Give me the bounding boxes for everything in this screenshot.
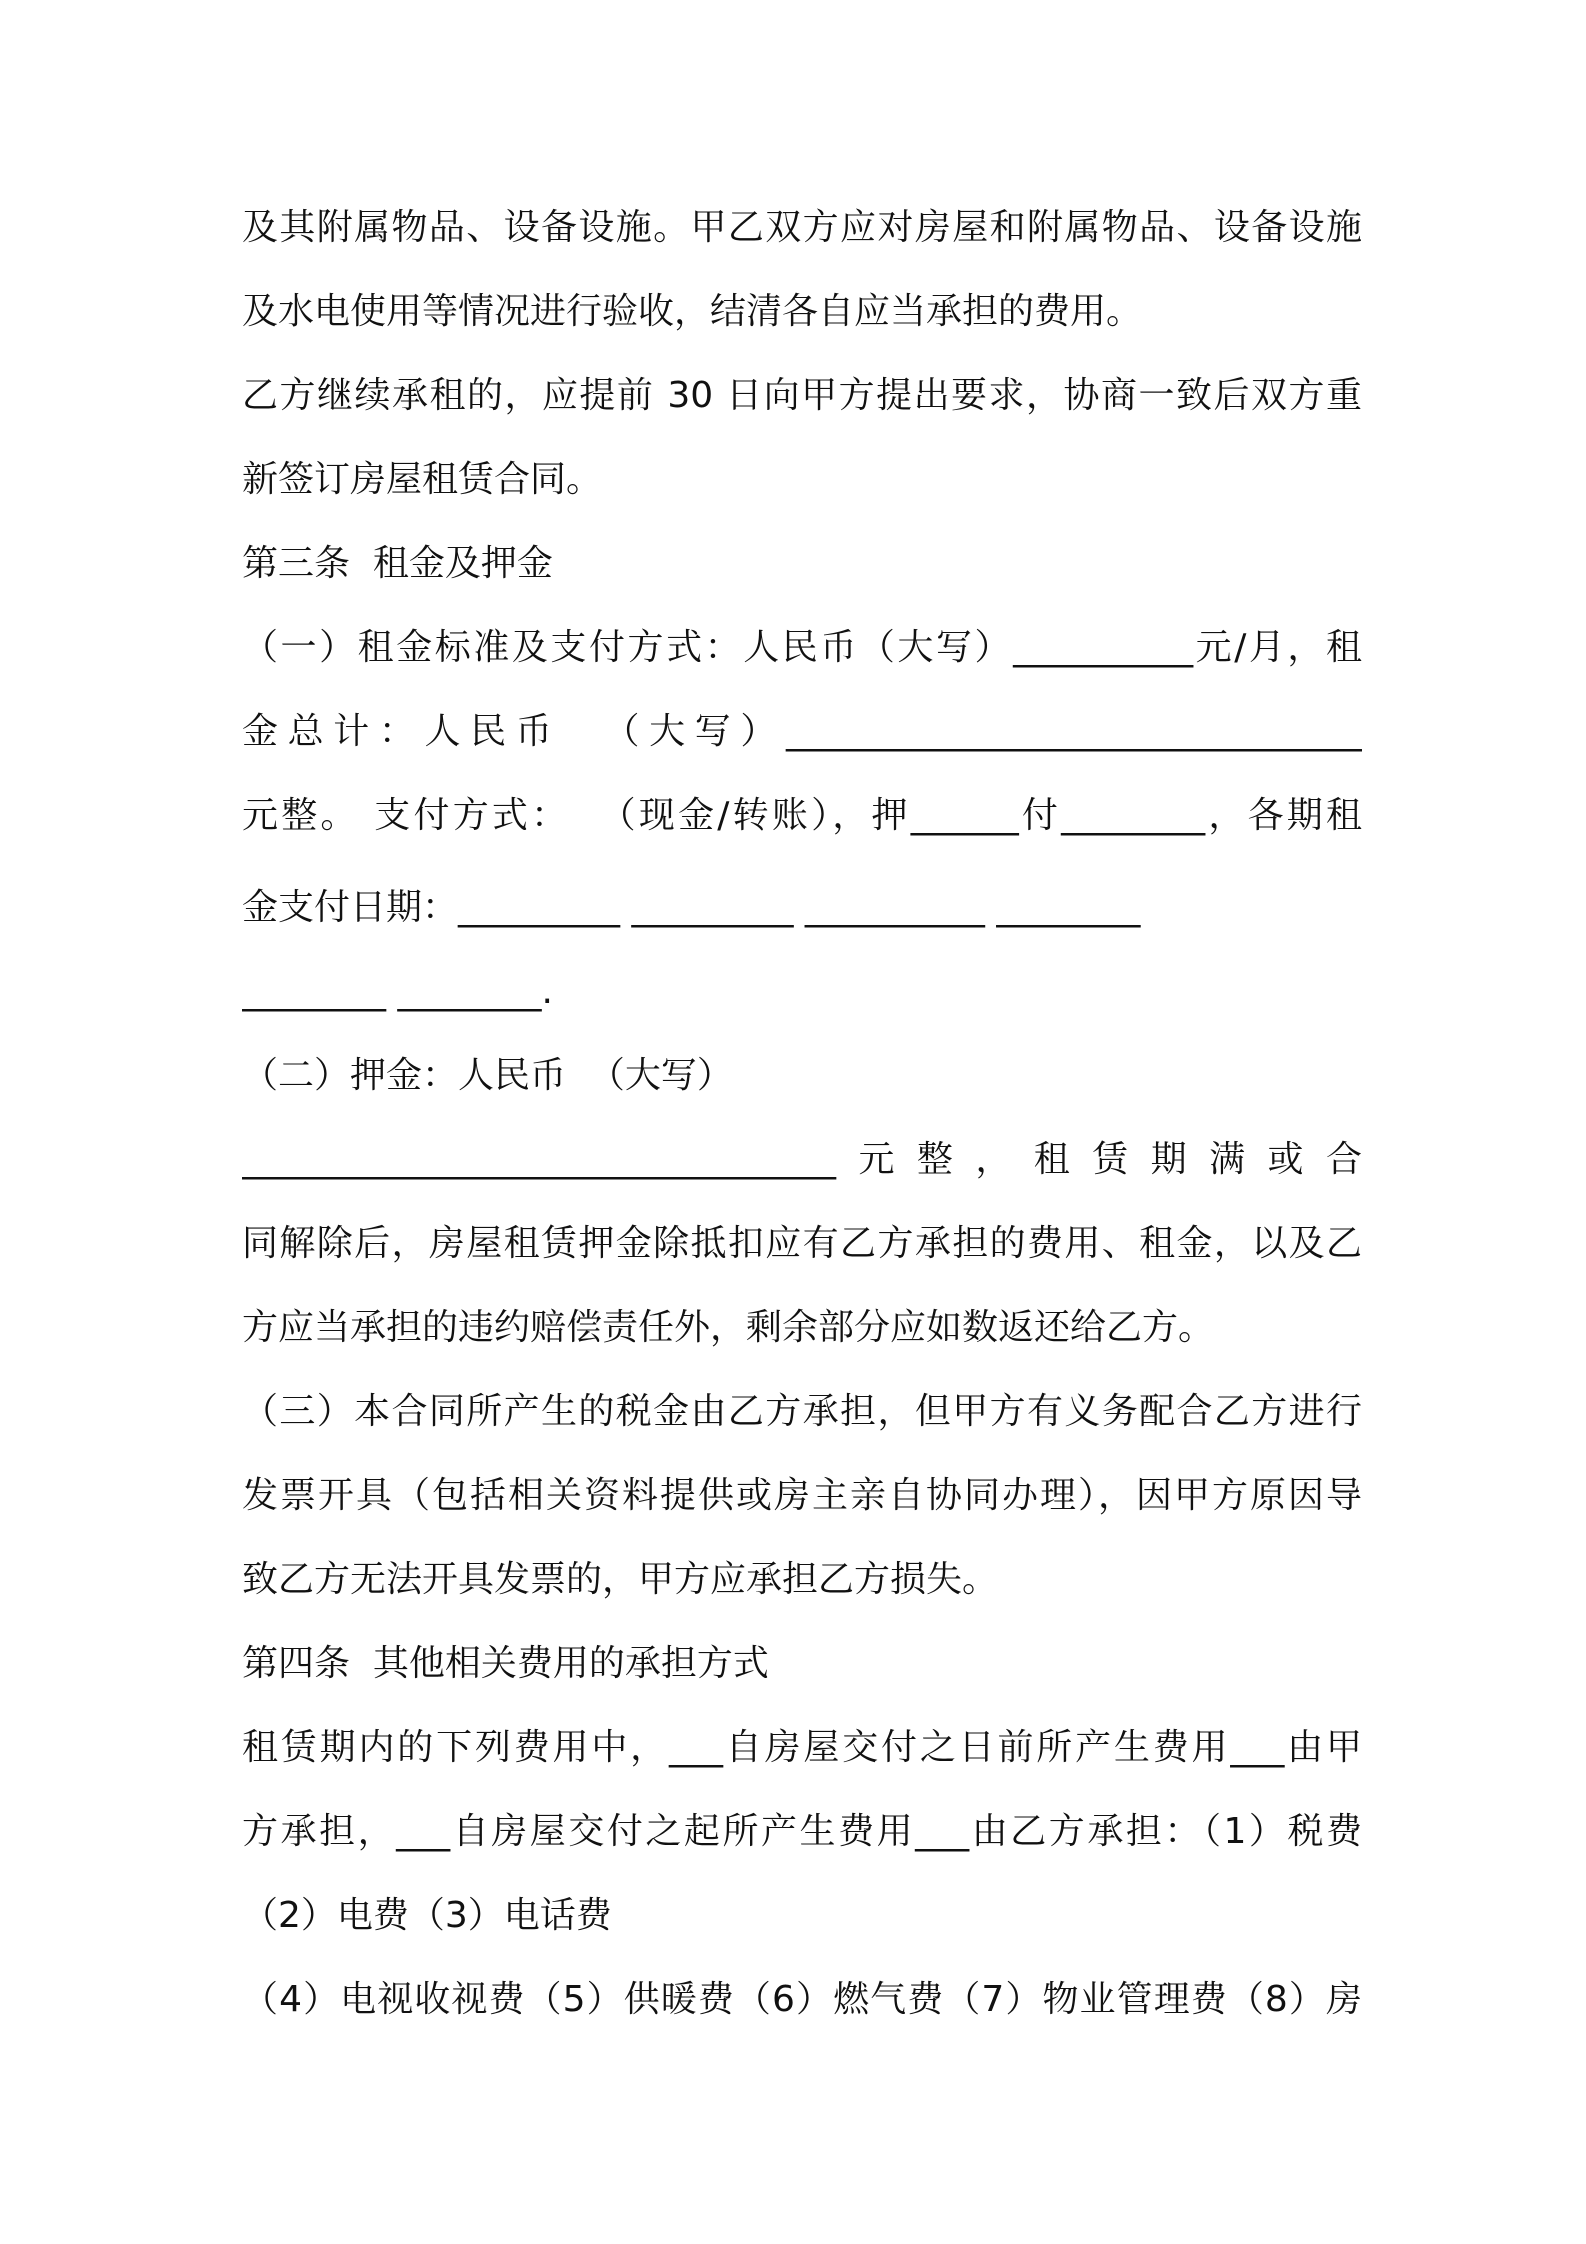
text-line: ________ ________. <box>242 971 553 1012</box>
text-line: 及水电使用等情况进行验收，结清各自应当承担的费用。 <box>242 291 1143 332</box>
text-line: （二）押金：人民币 （大写） <box>242 1055 733 1096</box>
text-line: （4）电视收视费（5）供暖费（6）燃气费（7）物业管理费（8）房 <box>242 1979 1362 2020</box>
text-line: 乙方继续承租的，应提前 30 日向甲方提出要求，协商一致后双方重 <box>242 375 1362 416</box>
text-line: 新签订房屋租赁合同。 <box>242 459 603 500</box>
text-line: 方应当承担的违约赔偿责任外，剩余部分应如数返还给乙方。 <box>242 1307 1215 1348</box>
text-line: 元整。 支付方式： （现金/转账），押______付________，各期租 <box>242 795 1362 836</box>
text-line: 金支付日期：_________ _________ __________ ________ <box>242 887 1141 928</box>
text-line: 方承担，___自房屋交付之起所产生费用___由乙方承担：（1）税费 <box>242 1811 1362 1852</box>
text-line: （2）电费（3）电话费 <box>242 1895 612 1936</box>
text-line: 及其附属物品、设备设施。甲乙双方应对房屋和附属物品、设备设施 <box>242 207 1362 248</box>
section-heading: 第三条 租金及押金 <box>242 543 553 584</box>
text-line: （一）租金标准及支付方式：人民币（大写）__________元/月，租 <box>242 627 1362 668</box>
text-line: 金总计：人民币 （大写）________________________________ <box>242 711 1362 752</box>
text-line: （三）本合同所产生的税金由乙方承担，但甲方有义务配合乙方进行 <box>242 1391 1362 1432</box>
text-line: _________________________________元整，租赁期满或合 <box>242 1139 1362 1180</box>
text-line: 发票开具（包括相关资料提供或房主亲自协同办理），因甲方原因导 <box>242 1475 1362 1516</box>
text-line: 致乙方无法开具发票的，甲方应承担乙方损失。 <box>242 1559 999 1600</box>
text-line: 同解除后，房屋租赁押金除抵扣应有乙方承担的费用、租金，以及乙 <box>242 1223 1362 1264</box>
text-line: 租赁期内的下列费用中，___自房屋交付之日前所产生费用___由甲 <box>242 1727 1362 1768</box>
section-heading: 第四条 其他相关费用的承担方式 <box>242 1643 769 1684</box>
